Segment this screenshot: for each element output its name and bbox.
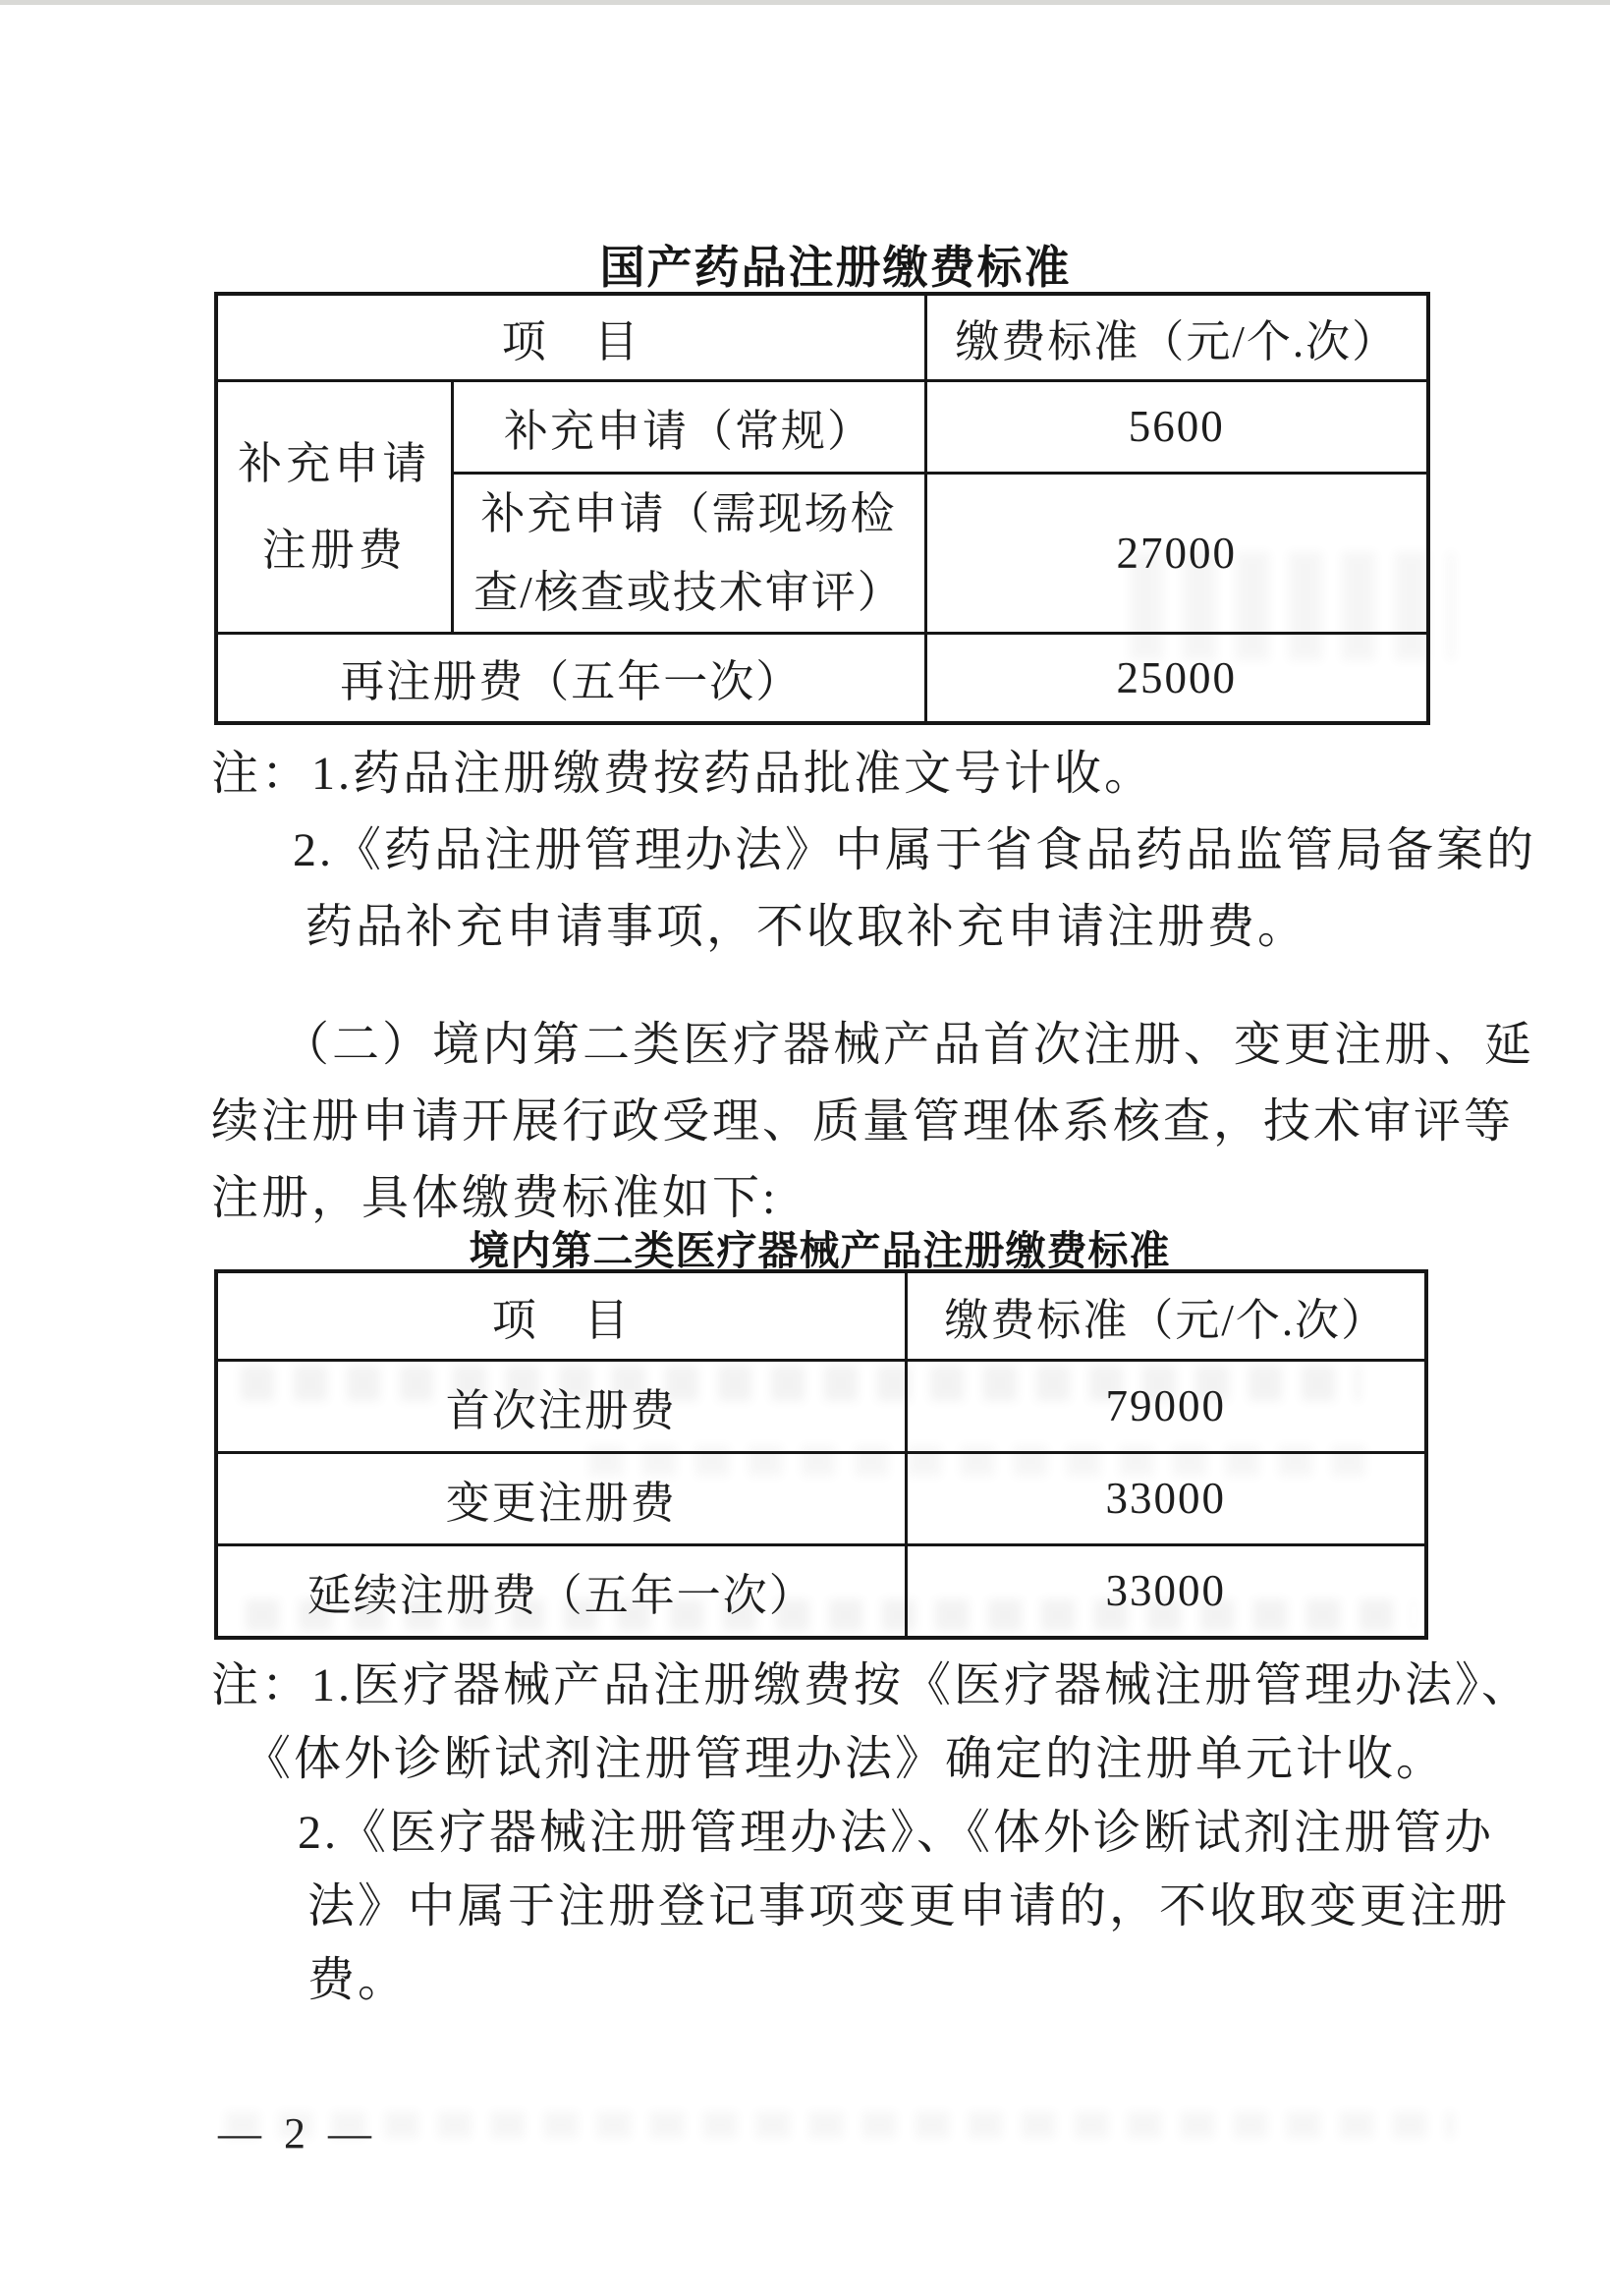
item-cell: 补充申请（常规） — [452, 380, 925, 473]
col-header-item: 项 目 — [216, 294, 925, 380]
device-fee-table-title: 境内第二类医疗器械产品注册缴费标准 — [469, 1228, 1171, 1273]
table2-note-line: 2.《医疗器械注册管理办法》、《体外诊断试剂注册管办 — [298, 1807, 1495, 1859]
fee-cell: 79000 — [906, 1360, 1426, 1452]
fee-cell: 5600 — [925, 380, 1428, 473]
scan-artifact — [226, 2112, 1454, 2138]
item-line2: 查/核查或技术审评） — [473, 567, 904, 617]
table-row — [216, 294, 1428, 380]
drug-fee-table — [214, 292, 1430, 725]
scan-edge-artifact — [0, 0, 1610, 5]
table2-note-line: 注：1.医疗器械产品注册缴费按《医疗器械注册管理办法》、 — [211, 1659, 1532, 1711]
fee-cell: 33000 — [906, 1544, 1426, 1638]
table1-note-line: 注：1.药品注册缴费按药品批准文号计收。 — [211, 748, 1155, 800]
table2-note-line: 《体外诊断试剂注册管理办法》确定的注册单元计收。 — [244, 1733, 1447, 1785]
group-label-line1: 补充申请 — [238, 438, 431, 488]
item-cell: 变更注册费 — [216, 1452, 906, 1544]
drug-fee-table-title: 国产药品注册缴费标准 — [599, 242, 1072, 293]
table-row — [216, 1544, 1426, 1638]
table1-note-line: 2.《药品注册管理办法》中属于省食品药品监管局备案的 — [293, 824, 1537, 876]
col-header-fee: 缴费标准（元/个.次） — [906, 1271, 1426, 1360]
device-fee-table — [214, 1269, 1428, 1640]
group-label-line2: 注册费 — [261, 525, 407, 575]
fee-cell: 27000 — [925, 473, 1428, 633]
item-line1: 补充申请（需现场检 — [480, 488, 897, 538]
paragraph-line: （二）境内第二类医疗器械产品首次注册、变更注册、延 — [282, 1019, 1535, 1071]
paragraph-line: 注册，具体缴费标准如下: — [211, 1172, 779, 1224]
table2-note-line: 费。 — [307, 1954, 409, 2006]
fee-cell: 25000 — [925, 633, 1428, 723]
item-cell: 首次注册费 — [216, 1360, 906, 1452]
item-cell — [452, 473, 925, 633]
table-row — [216, 1271, 1426, 1360]
col-header-item: 项 目 — [216, 1271, 906, 1360]
fee-cell: 33000 — [906, 1452, 1426, 1544]
item-cell: 再注册费（五年一次） — [216, 633, 925, 723]
table-row — [216, 1360, 1426, 1452]
page-number: — 2 — — [218, 2109, 377, 2157]
col-header-fee: 缴费标准（元/个.次） — [925, 294, 1428, 380]
row-group-label — [216, 380, 452, 633]
table-row — [216, 633, 1428, 723]
table-row — [216, 380, 1428, 473]
paragraph-line: 续注册申请开展行政受理、质量管理体系核查，技术审评等 — [211, 1095, 1515, 1148]
table2-note-line: 法》中属于注册登记事项变更申请的，不收取变更注册 — [307, 1880, 1511, 1932]
table1-note-line: 药品补充申请事项，不收取补充申请注册费。 — [305, 901, 1308, 953]
item-cell: 延续注册费（五年一次） — [216, 1544, 906, 1638]
table-row — [216, 1452, 1426, 1544]
